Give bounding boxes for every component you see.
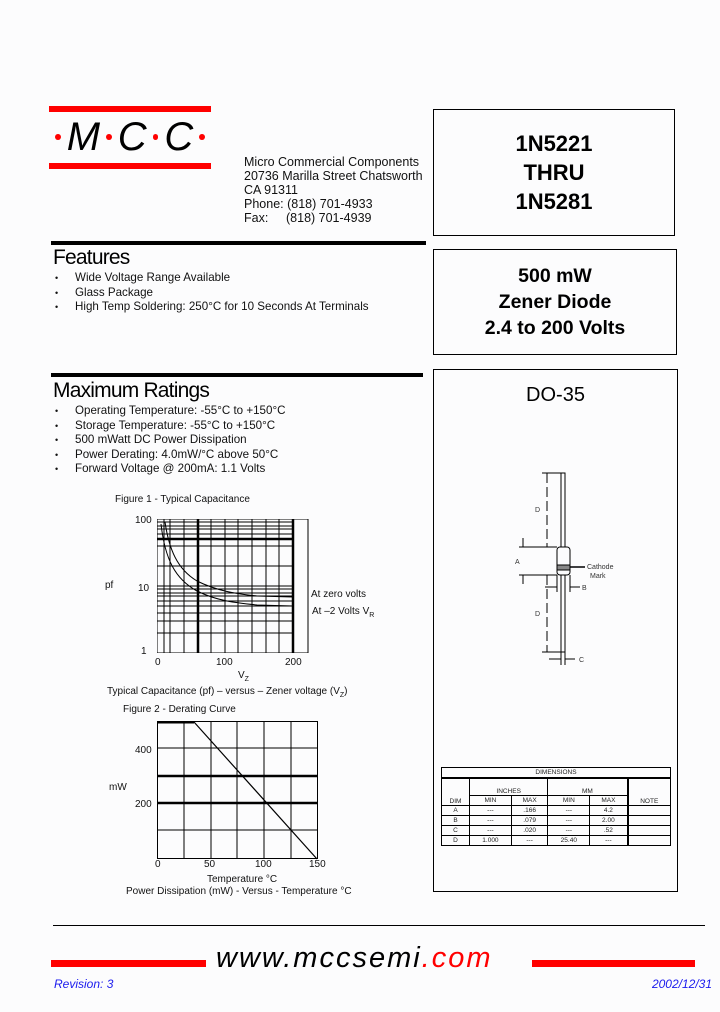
fig2-caption: Power Dissipation (mW) - Versus - Temperature °C [126,886,352,897]
fig1-chart [157,519,309,653]
revision-date: 2002/12/31 [651,977,712,991]
footer-left-bar [51,960,206,967]
fax-number: (818) 701-4939 [286,211,372,225]
logo-letter: C [117,115,147,159]
fig2-chart [157,721,319,860]
feature-item: • Glass Package [55,286,369,301]
part-first: 1N5221 [515,131,593,156]
footer-right-bar [532,960,695,967]
company-city: CA 91311 [244,183,298,197]
rating-item: • Storage Temperature: -55°C to +150°C [55,419,285,434]
company-phone [244,197,423,211]
mcc-logo [49,112,211,162]
cell-mm-min: --- [548,826,590,836]
device-type: Zener Diode [498,291,612,313]
fig2-ylabel: mW [109,782,127,793]
dimensions-table [441,767,671,846]
cell-in-min: --- [470,816,512,826]
cathode-mark-label: Mark [590,573,606,580]
voltage-range: 2.4 to 200 Volts [484,317,626,339]
ratings-rule [51,373,423,377]
cell-in-min: --- [470,806,512,816]
company-street: 20736 Marilla Street Chatsworth [244,169,423,183]
logo-dot [106,134,112,140]
fig2-xtick-150: 150 [309,859,326,870]
header-mm-min: MIN [548,796,590,806]
dim-label-a: A [515,559,520,566]
features-title: Features [53,246,130,269]
fig1-legend-minus2-sub: R [369,612,375,619]
logo-dot [199,134,205,140]
cell-dim: A [442,806,470,816]
cell-in-min: --- [470,826,512,836]
company-info [244,155,423,225]
cell-note [628,806,671,816]
header-mm: MM [548,778,628,796]
cell-in-max: .020 [511,826,548,836]
cell-mm-max: --- [590,836,628,846]
cell-mm-min: 25.40 [548,836,590,846]
logo-letter: C [164,115,194,159]
fig1-title: Figure 1 - Typical Capacitance [115,494,250,505]
ratings-title: Maximum Ratings [53,379,210,402]
cell-note [628,826,671,836]
fig1-xlabel-sub: Z [244,676,249,683]
logo-dot [55,134,61,140]
power-rating: 500 mW [518,265,592,287]
do35-outline-drawing [505,470,625,675]
feature-item: • High Temp Soldering: 250°C for 10 Seconds At Terminals [55,300,369,315]
fig1-caption-text: Typical Capacitance (pf) – versus – Zener voltage (V [107,686,340,697]
ratings-list [55,404,285,477]
dim-label-c: C [579,657,585,664]
cell-mm-min: --- [548,806,590,816]
fig1-ytick-1: 1 [141,646,147,657]
revision-label: Revision: 3 [54,977,114,991]
fig1-xtick-0: 0 [155,657,161,668]
fig1-xtick-100: 100 [216,657,233,668]
cell-mm-min: --- [548,816,590,826]
website-tld: .com [421,942,493,974]
features-list [55,271,369,315]
company-name: Micro Commercial Components [244,155,420,169]
cell-note [628,816,671,826]
fig2-xtick-0: 0 [155,859,161,870]
website-link[interactable] [216,942,493,975]
fig1-ytick-100: 100 [135,515,152,526]
cathode-label: Cathode [587,564,614,571]
cell-note [628,836,671,846]
rating-item: • Power Derating: 4.0mW/°C above 50°C [55,448,285,463]
cell-mm-max: .52 [590,826,628,836]
company-fax [244,211,423,225]
table-row [442,826,671,836]
rating-item: • Operating Temperature: -55°C to +150°C [55,404,285,419]
cell-in-max: .166 [511,806,548,816]
footer-divider [53,925,705,926]
fig1-xlabel-text: V [238,670,245,681]
logo-letter: M [66,115,101,159]
table-row [442,806,671,816]
fig1-legend-zero: At zero volts [311,589,367,600]
features-rule [51,241,426,245]
fig2-xtick-100: 100 [255,859,272,870]
fig2-xtick-50: 50 [204,859,216,870]
package-title: DO-35 [526,384,585,406]
header-note: NOTE [628,778,671,806]
cell-in-max: .079 [511,816,548,826]
fig2-ytick-200: 200 [135,799,152,810]
dim-label-b: B [582,585,587,592]
rating-item: • 500 mWatt DC Power Dissipation [55,433,285,448]
description-box [433,249,677,355]
dim-label-d-bottom: D [535,611,541,618]
cell-dim: C [442,826,470,836]
feature-item: • Wide Voltage Range Available [55,271,369,286]
cell-in-min: 1.000 [470,836,512,846]
phone-label: Phone: [244,197,284,211]
fax-label: Fax: [244,211,269,225]
part-last: 1N5281 [515,189,593,214]
dimensions-title: DIMENSIONS [442,768,671,778]
fig1-xtick-200: 200 [285,657,302,668]
header-mm-max: MAX [590,796,628,806]
website-domain: www.mccsemi [216,942,422,974]
header-in-min: MIN [470,796,512,806]
header-inches: INCHES [470,778,548,796]
fig1-xlabel [238,670,249,683]
dim-label-d-top: D [535,507,541,514]
cell-mm-max: 4.2 [590,806,628,816]
cell-dim: B [442,816,470,826]
rating-item: • Forward Voltage @ 200mA: 1.1 Volts [55,462,285,477]
part-number-box [433,109,675,236]
fig2-ytick-400: 400 [135,745,152,756]
fig1-ytick-10: 10 [138,583,150,594]
cell-mm-max: 2.00 [590,816,628,826]
part-thru: THRU [523,160,585,185]
fig1-ylabel: pf [105,580,114,591]
header-in-max: MAX [511,796,548,806]
fig1-legend-minus2-text: At –2 Volts V [312,606,370,617]
cell-dim: D [442,836,470,846]
fig1-legend-minus2 [312,606,374,619]
table-row [442,836,671,846]
fig2-xlabel: Temperature °C [207,874,278,885]
fig2-title: Figure 2 - Derating Curve [123,704,236,715]
logo-bottom-bar [49,163,211,169]
cell-in-max: --- [511,836,548,846]
logo-dot [153,134,159,140]
phone-number: (818) 701-4933 [287,197,373,211]
fig1-caption-sub: Z [339,692,345,699]
table-row [442,816,671,826]
fig1-caption [107,686,348,699]
fig1-caption-end: ) [344,686,348,697]
header-dim: DIM [442,778,470,806]
